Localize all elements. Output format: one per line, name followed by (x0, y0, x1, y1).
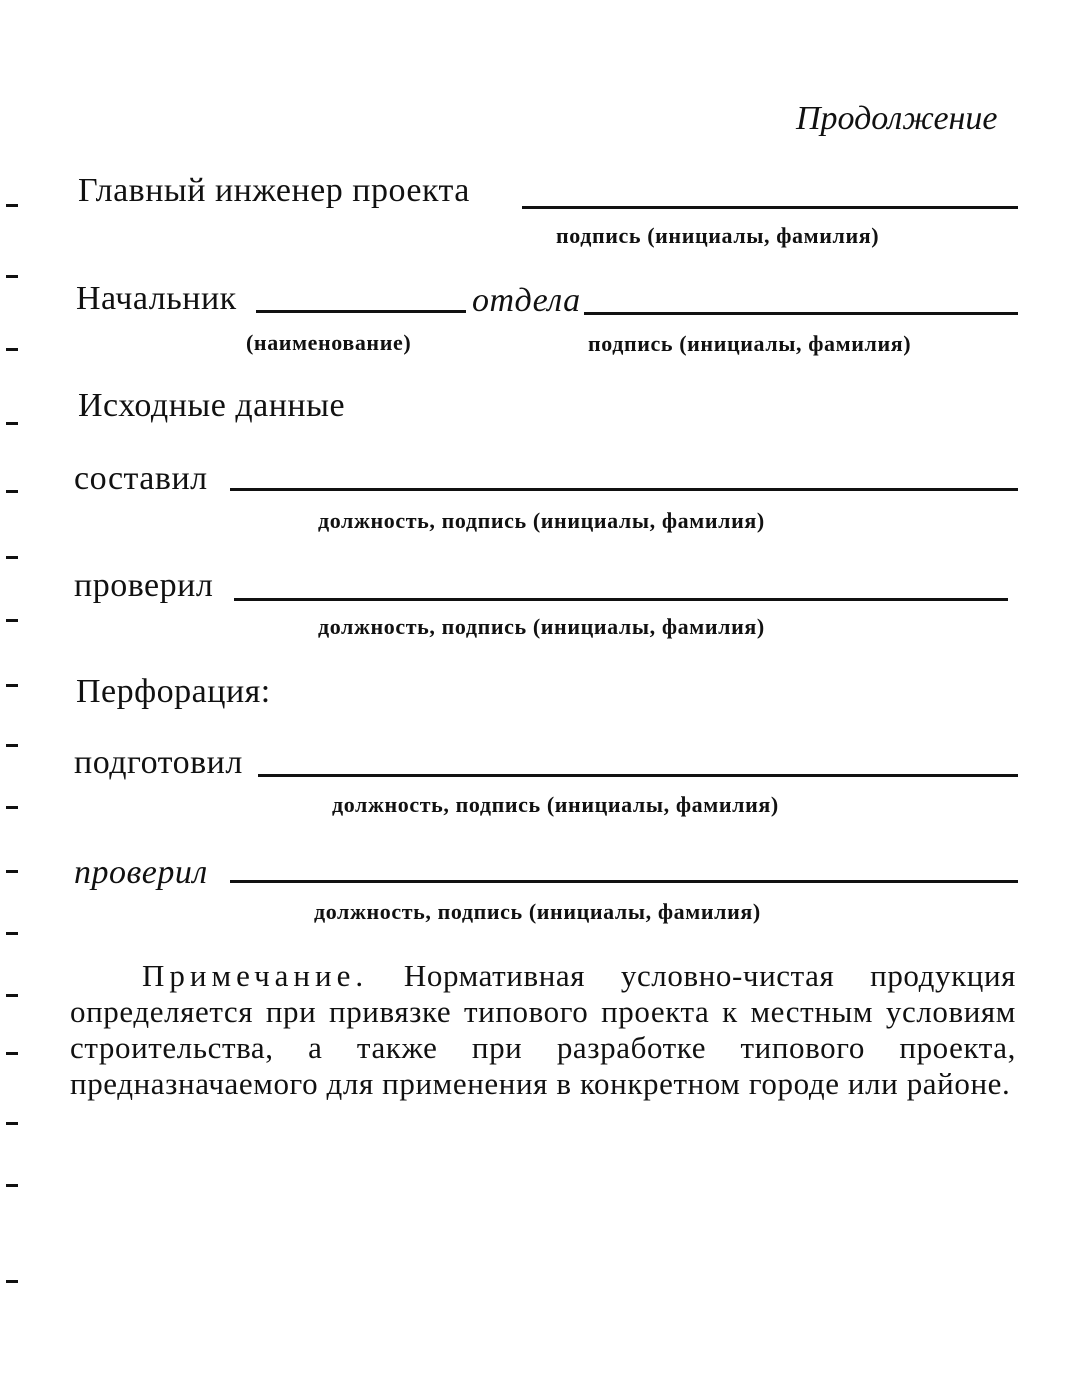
prepared-by-label: подготовил (74, 744, 243, 781)
prepared-by-caption: должность, подпись (инициалы, фамилия) (332, 792, 779, 817)
compiled-by-caption: должность, подпись (инициалы, фамилия) (318, 508, 765, 533)
source-checked-by-signature-line[interactable] (234, 598, 1008, 601)
margin-mark (6, 619, 18, 622)
prepared-by-signature-line[interactable] (258, 774, 1018, 777)
department-head-signature-line[interactable] (584, 312, 1018, 315)
margin-mark (6, 870, 18, 873)
source-checked-by-label: проверил (74, 567, 214, 604)
note-paragraph (70, 958, 1016, 1102)
department-name-caption: (наименование) (246, 330, 412, 355)
department-name-line[interactable] (256, 310, 466, 313)
continuation-label: Продолжение (796, 100, 998, 137)
margin-mark (6, 1052, 18, 1055)
department-label: отдела (472, 282, 581, 319)
source-data-heading: Исходные данные (78, 387, 346, 424)
margin-mark (6, 556, 18, 559)
margin-mark (6, 490, 18, 493)
margin-mark (6, 348, 18, 351)
source-checked-by-caption: должность, подпись (инициалы, фамилия) (318, 614, 765, 639)
margin-mark (6, 684, 18, 687)
compiled-by-signature-line[interactable] (230, 488, 1018, 491)
perforation-heading: Перфорация: (76, 673, 271, 710)
perforation-checked-by-caption: должность, подпись (инициалы, фамилия) (314, 899, 761, 924)
department-head-label: Начальник (76, 280, 237, 317)
margin-mark (6, 744, 18, 747)
margin-mark (6, 275, 18, 278)
margin-mark (6, 806, 18, 809)
compiled-by-label: составил (74, 460, 208, 497)
chief-engineer-signature-line[interactable] (522, 206, 1018, 209)
perforation-checked-by-label: проверил (74, 854, 208, 891)
perforation-checked-by-signature-line[interactable] (230, 880, 1018, 883)
chief-engineer-label: Главный инженер проекта (78, 172, 470, 209)
margin-mark (6, 994, 18, 997)
department-head-caption: подпись (инициалы, фамилия) (588, 331, 912, 356)
chief-engineer-caption: подпись (инициалы, фамилия) (556, 223, 880, 248)
margin-mark (6, 932, 18, 935)
note-label: Примечание. (142, 958, 369, 993)
margin-mark (6, 204, 18, 207)
margin-mark (6, 1184, 18, 1187)
margin-mark (6, 1280, 18, 1283)
note-text: Нормативная условно-чистая продукция определяется при привязке типового проекта к местным условиям строительства, а также при разработке типового проекта, предназначаемого для применения в конкретном городе или районе. (70, 958, 1016, 1101)
margin-mark (6, 1122, 18, 1125)
margin-mark (6, 422, 18, 425)
